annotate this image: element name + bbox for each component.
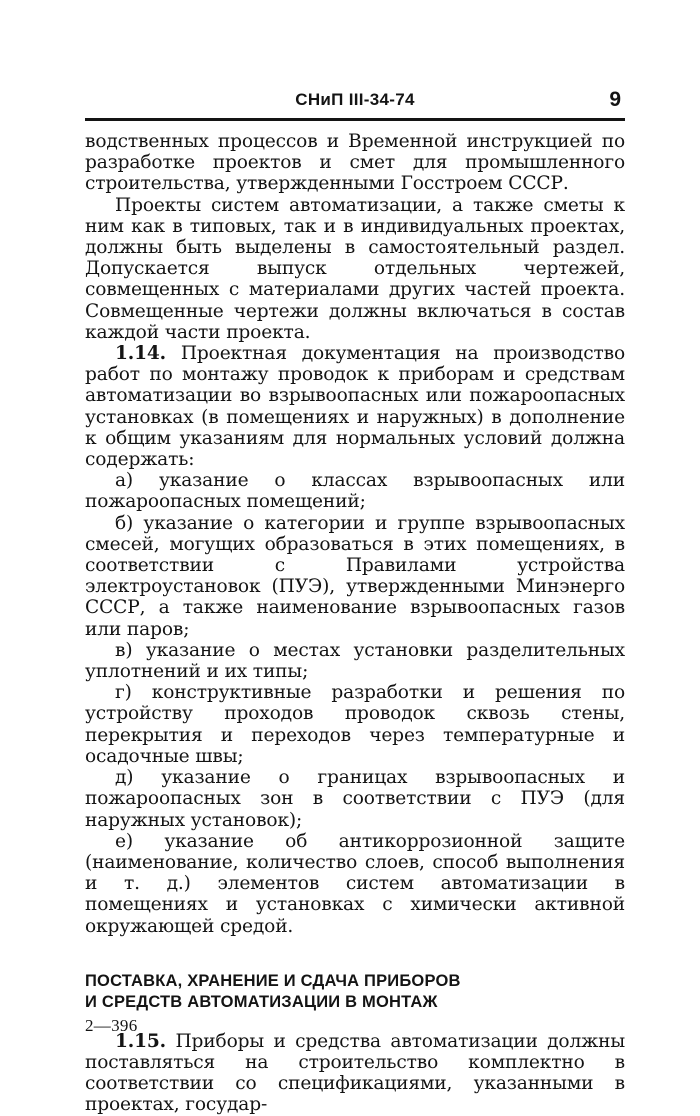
list-item-d: д) указание о границах взрывоопасных и пожароопасных зон в соответствии с ПУЭ (для наружных установок); [85, 767, 625, 831]
document-page [85, 88, 625, 1116]
clause-text: Проектная документация на производство работ по монтажу проводок к приборам и средствам автоматизации во взрывоопасных или пожароопасных установках (в помещениях и наружных) в дополнение к общим указаниям для нормальных условий должна содержать: [85, 343, 625, 471]
list-item-b: б) указание о категории и группе взрывоопасных смесей, могущих образоваться в этих помещениях, в соответствии с Правилами устройства электроустановок (ПУЭ), утвержденными Минэнерго СССР, а также наименование взрывоопасных газов или паров; [85, 512, 625, 640]
section-heading-line-1: ПОСТАВКА, ХРАНЕНИЕ И СДАЧА ПРИБОРОВ [85, 971, 461, 990]
clause-text: Приборы и средства автоматизации должны поставляться на строительство комплектно в соответствии со спецификациями, указанными в проектах, государ- [85, 1030, 625, 1116]
page-number: 9 [609, 88, 621, 111]
document-code: СНиП III-34-74 [295, 90, 415, 109]
paragraph-automation-projects: Проекты систем автоматизации, а также сметы к ним как в типовых, так и в индивидуальных проектах, должны быть выделены в самостоятельный раздел. Допускается выпуск отдельных чертежей, совмещенных с материалами других частей проекта. Совмещенные чертежи должны включаться в состав каждой части проекта. [85, 194, 625, 343]
signature-mark: 2—396 [85, 1016, 138, 1035]
section-heading-line-2: И СРЕДСТВ АВТОМАТИЗАЦИИ В МОНТАЖ [85, 992, 438, 1011]
paragraph-continuation: водственных процессов и Временной инструкцией по разработке проектов и смет для промышленного строительства, утвержденными Госстроем СССР. [85, 131, 625, 195]
list-item-g: г) конструктивные разработки и решения по устройству проходов проводок сквозь стены, перекрытия и переходов через температурные и осадочные швы; [85, 682, 625, 767]
clause-1-14 [85, 343, 625, 470]
page-header [85, 88, 625, 121]
list-item-a: а) указание о классах взрывоопасных или пожароопасных помещений; [85, 470, 625, 513]
section-heading [85, 971, 625, 1013]
clause-number: 1.14. [115, 343, 167, 365]
body-text [85, 131, 625, 1116]
list-item-e: е) указание об антикоррозионной защите (наименование, количество слоев, способ выполнения и т. д.) элементов систем автоматизации в помещениях и установках с химически активной окружающей средой. [85, 830, 625, 937]
clause-number: 1.15. [115, 1030, 167, 1052]
list-item-v: в) указание о местах установки разделительных уплотнений и их типы; [85, 639, 625, 683]
